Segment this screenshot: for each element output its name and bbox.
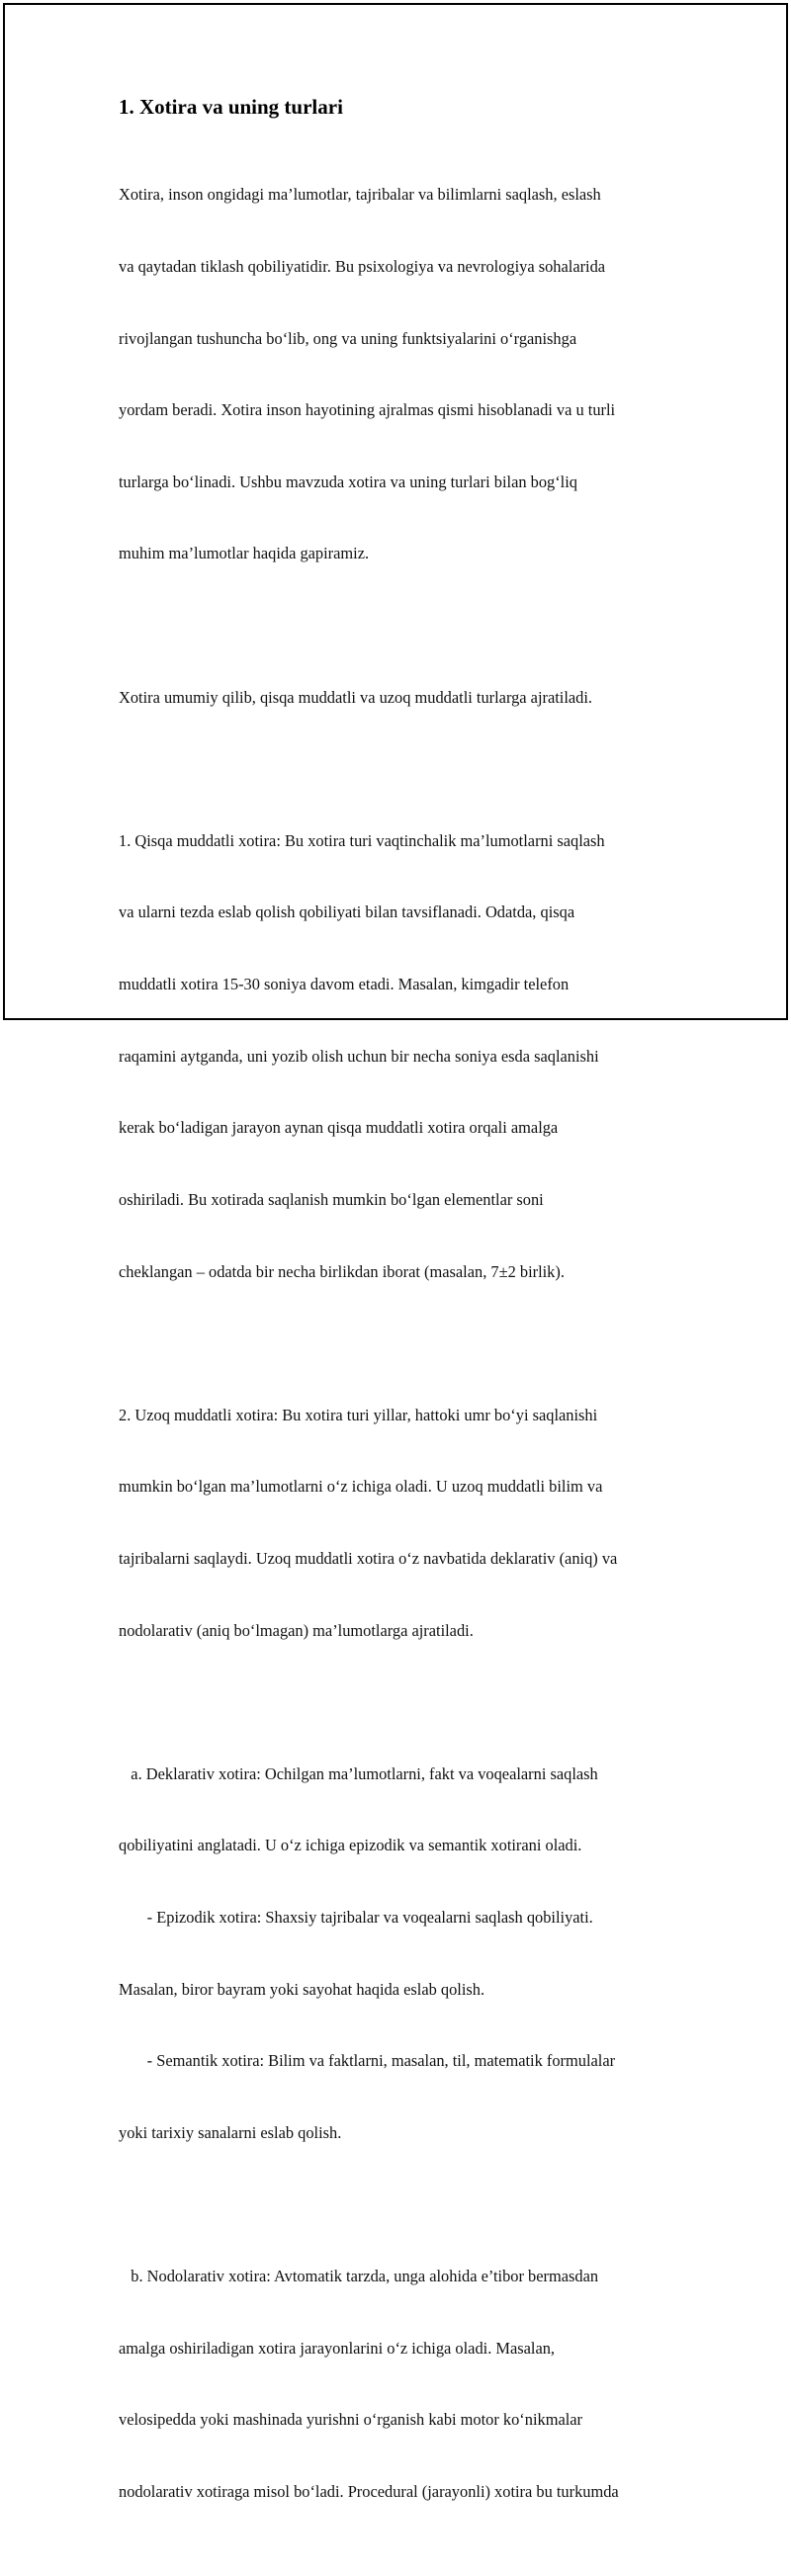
text-line: va ularni tezda eslab qolish qobiliyati bilan tavsiflanadi. Odatda, qisqa (119, 902, 575, 922)
text-line: yordam beradi. Xotira inson hayotining ajralmas qismi hisoblanadi va u turli (119, 400, 616, 420)
paragraph-intro (119, 135, 692, 614)
paragraph-declarative-memory (119, 1714, 692, 2192)
document-title: 1. Xotira va uning turlari (119, 95, 343, 119)
text-line: raqamini aytganda, uni yozib olish uchun bir necha soniya esda saqlanishi (119, 1046, 599, 1066)
text-line: va qaytadan tiklash qobiliyatidir. Bu psixologiya va nevrologiya sohalarida (119, 257, 606, 277)
text-line: 2. Uzoq muddatli xotira: Bu xotira turi yillar, hattoki umr bo‘yi saqlanishi (119, 1405, 598, 1424)
text-line: - Epizodik xotira: Shaxsiy tajribalar va voqealarni saqlash qobiliyati. (119, 1907, 593, 1927)
text-line: muhim ma’lumotlar haqida gapiramiz. (119, 544, 370, 563)
document-body (119, 94, 692, 2576)
text-line: amalga oshiriladigan xotira jarayonlarini o‘z ichiga oladi. Masalan, (119, 2338, 556, 2358)
text-line: muddatli xotira 15-30 soniya davom etadi. Masalan, kimgadir telefon (119, 975, 570, 994)
paragraph-short-term-memory (119, 781, 692, 1331)
paragraph-classification (119, 638, 692, 757)
text-line: a. Deklarativ xotira: Ochilgan ma’lumotlarni, fakt va voqealarni saqlash (119, 1763, 598, 1783)
text-line: kerak bo‘ladigan jarayon aynan qisqa muddatli xotira orqali amalga (119, 1118, 559, 1138)
text-line: - Semantik xotira: Bilim va faktlarni, masalan, til, matematik formulalar (119, 2051, 616, 2071)
text-line: Xotira, inson ongidagi ma’lumotlar, tajribalar va bilimlarni saqlash, eslash (119, 185, 601, 205)
text-line: mumkin bo‘lgan ma’lumotlarni o‘z ichiga oladi. U uzoq muddatli bilim va (119, 1477, 603, 1497)
page-frame (3, 3, 788, 2501)
text-line: yoki tarixiy sanalarni eslab qolish. (119, 2122, 342, 2142)
text-line: oshiriladi. Bu xotirada saqlanish mumkin bo‘lgan elementlar soni (119, 1189, 544, 1209)
text-line: b. Nodolarativ xotira: Avtomatik tarzda, unga alohida e’tibor bermasdan (119, 2267, 599, 2285)
text-line: qobiliyatini anglatadi. U o‘z ichiga epizodik va semantik xotirani oladi. (119, 1836, 582, 1855)
text-line: cheklangan – odatda bir necha birlikdan iborat (masalan, 7±2 birlik). (119, 1261, 565, 1281)
text-line: 1. Qisqa muddatli xotira: Bu xotira turi vaqtinchalik ma’lumotlarni saqlash (119, 830, 605, 850)
paragraph-long-term-memory (119, 1355, 692, 1690)
text-line: Xotira umumiy qilib, qisqa muddatli va uzoq muddatli turlarga ajratiladi. (119, 687, 593, 707)
text-line: nodolarativ xotiraga misol bo‘ladi. Procedural (jarayonli) xotira bu turkumda (119, 2481, 619, 2501)
text-line: tajribalarni saqlaydi. Uzoq muddatli xotira o‘z navbatida deklarativ (aniq) va (119, 1548, 618, 1568)
text-line: nodolarativ (aniq bo‘lmagan) ma’lumotlarga ajratiladi. (119, 1620, 474, 1640)
text-line: velosipedda yoki mashinada yurishni o‘rganish kabi motor ko‘nikmalar (119, 2410, 583, 2430)
text-line: Masalan, biror bayram yoki sayohat haqida eslab qolish. (119, 1979, 485, 1999)
paragraph-nondeclarative-memory (119, 2217, 692, 2552)
text-line: rivojlangan tushuncha bo‘lib, ong va uning funktsiyalarini o‘rganishga (119, 328, 577, 348)
text-line: turlarga bo‘linadi. Ushbu mavzuda xotira va uning turlari bilan bog‘liq (119, 472, 577, 491)
